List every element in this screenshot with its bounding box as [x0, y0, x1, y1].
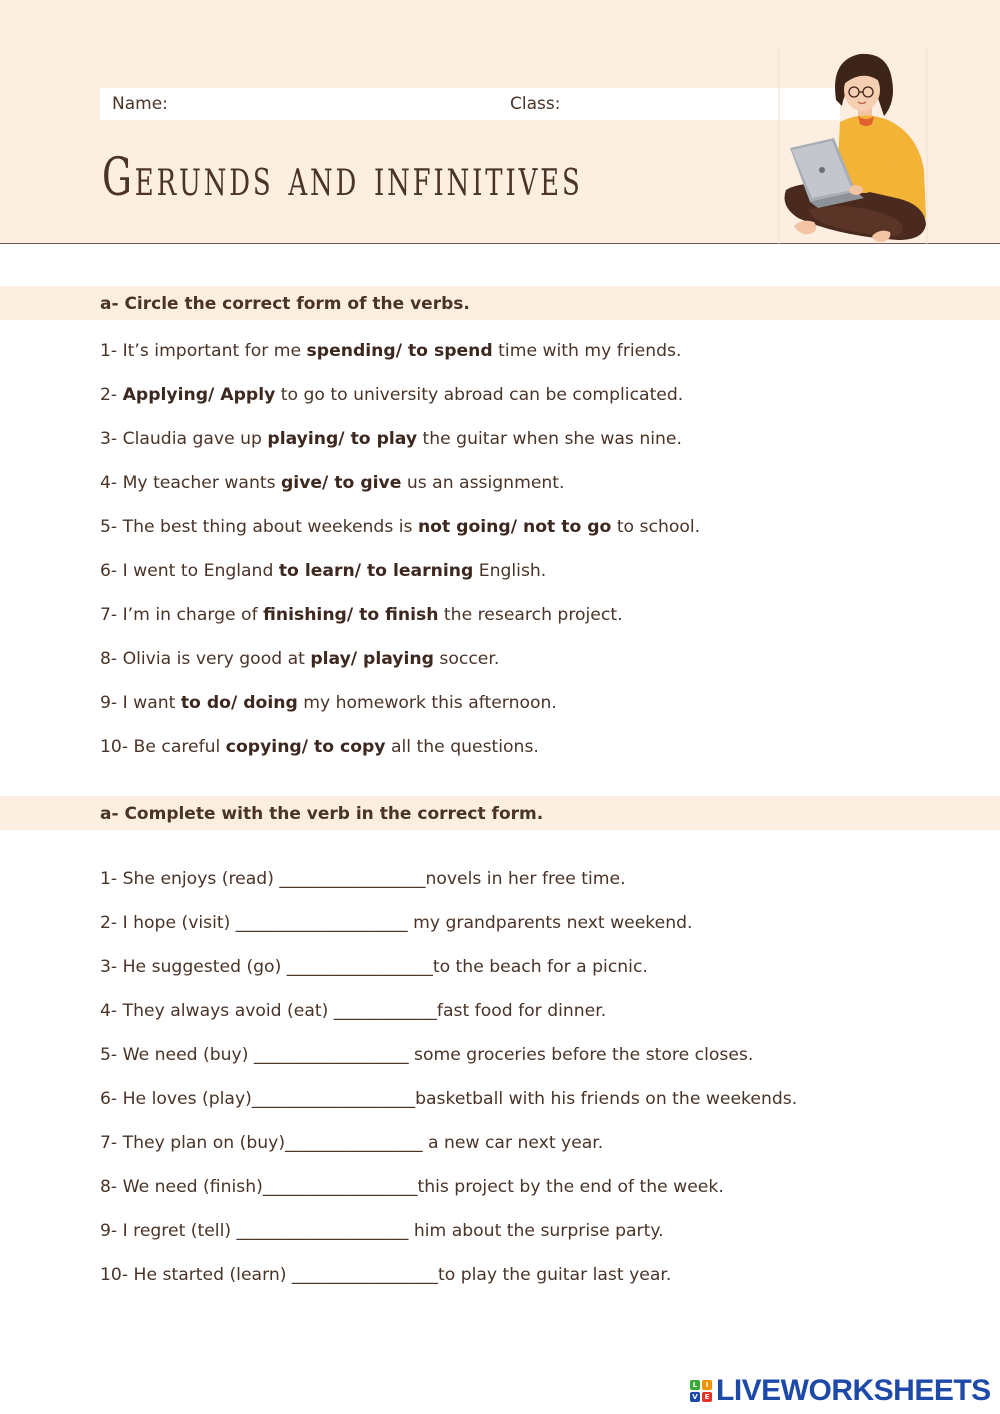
fill-in-item[interactable]: 7- They plan on (buy)________________ a new car next year. [100, 1133, 604, 1153]
section-1-band [0, 286, 1000, 320]
fill-in-item[interactable]: 1- She enjoys (read) _________________novels in her free time. [100, 869, 626, 889]
fill-in-item[interactable]: 2- I hope (visit) ____________________ my grandparents next weekend. [100, 913, 693, 933]
logo-mark-icon: L I V E [690, 1380, 712, 1402]
question-item: 1- It’s important for me spending/ to spend time with my friends. [100, 341, 682, 361]
page-title: Gerunds and infinitives [102, 148, 583, 208]
question-item: 10- Be careful copying/ to copy all the questions. [100, 737, 539, 757]
verb-choice[interactable]: copying/ to copy [225, 737, 386, 757]
question-item: 4- My teacher wants give/ to give us an assignment. [100, 473, 565, 493]
name-class-bar [100, 88, 840, 120]
section-2-question-list [100, 868, 980, 1308]
fill-in-item[interactable]: 5- We need (buy) __________________ some groceries before the store closes. [100, 1045, 754, 1065]
fill-in-item[interactable]: 9- I regret (tell) ____________________ him about the surprise party. [100, 1221, 664, 1241]
question-item: 7- I’m in charge of finishing/ to finish the research project. [100, 605, 623, 625]
section-1-question-list [100, 340, 980, 780]
liveworksheets-logo [690, 1376, 991, 1406]
verb-choice[interactable]: spending/ to spend [306, 341, 493, 361]
verb-choice[interactable]: give/ to give [281, 473, 402, 493]
fill-in-item[interactable]: 4- They always avoid (eat) ____________fast food for dinner. [100, 1001, 607, 1021]
section-1-title: a- Circle the correct form of the verbs. [100, 294, 470, 314]
section-2-title: a- Complete with the verb in the correct form. [100, 804, 544, 824]
question-item: 3- Claudia gave up playing/ to play the guitar when she was nine. [100, 429, 682, 449]
fill-in-item[interactable]: 3- He suggested (go) _________________to the beach for a picnic. [100, 957, 648, 977]
verb-choice[interactable]: play/ playing [310, 649, 434, 669]
class-label: Class: [510, 94, 561, 114]
verb-choice[interactable]: playing/ to play [267, 429, 418, 449]
question-item: 6- I went to England to learn/ to learning English. [100, 561, 547, 581]
fill-in-item[interactable]: 10- He started (learn) _________________to play the guitar last year. [100, 1265, 672, 1285]
fill-in-item[interactable]: 6- He loves (play)___________________basketball with his friends on the weekends. [100, 1089, 798, 1109]
question-item: 8- Olivia is very good at play/ playing soccer. [100, 649, 500, 669]
section-2-band [0, 796, 1000, 830]
verb-choice[interactable]: to learn/ to learning [278, 561, 474, 581]
verb-choice[interactable]: finishing/ to finish [263, 605, 439, 625]
girl-with-laptop-illustration [778, 40, 928, 244]
question-item: 2- Applying/ Apply to go to university abroad can be complicated. [100, 385, 684, 405]
verb-choice[interactable]: to do/ doing [180, 693, 298, 713]
header-band [0, 0, 1000, 244]
question-item: 9- I want to do/ doing my homework this afternoon. [100, 693, 557, 713]
logo-text: LIVEWORKSHEETS [716, 1374, 991, 1407]
name-label: Name: [112, 94, 168, 114]
verb-choice[interactable]: Applying/ Apply [122, 385, 276, 405]
verb-choice[interactable]: not going/ not to go [417, 517, 612, 537]
fill-in-item[interactable]: 8- We need (finish)__________________this project by the end of the week. [100, 1177, 724, 1197]
question-item: 5- The best thing about weekends is not going/ not to go to school. [100, 517, 701, 537]
